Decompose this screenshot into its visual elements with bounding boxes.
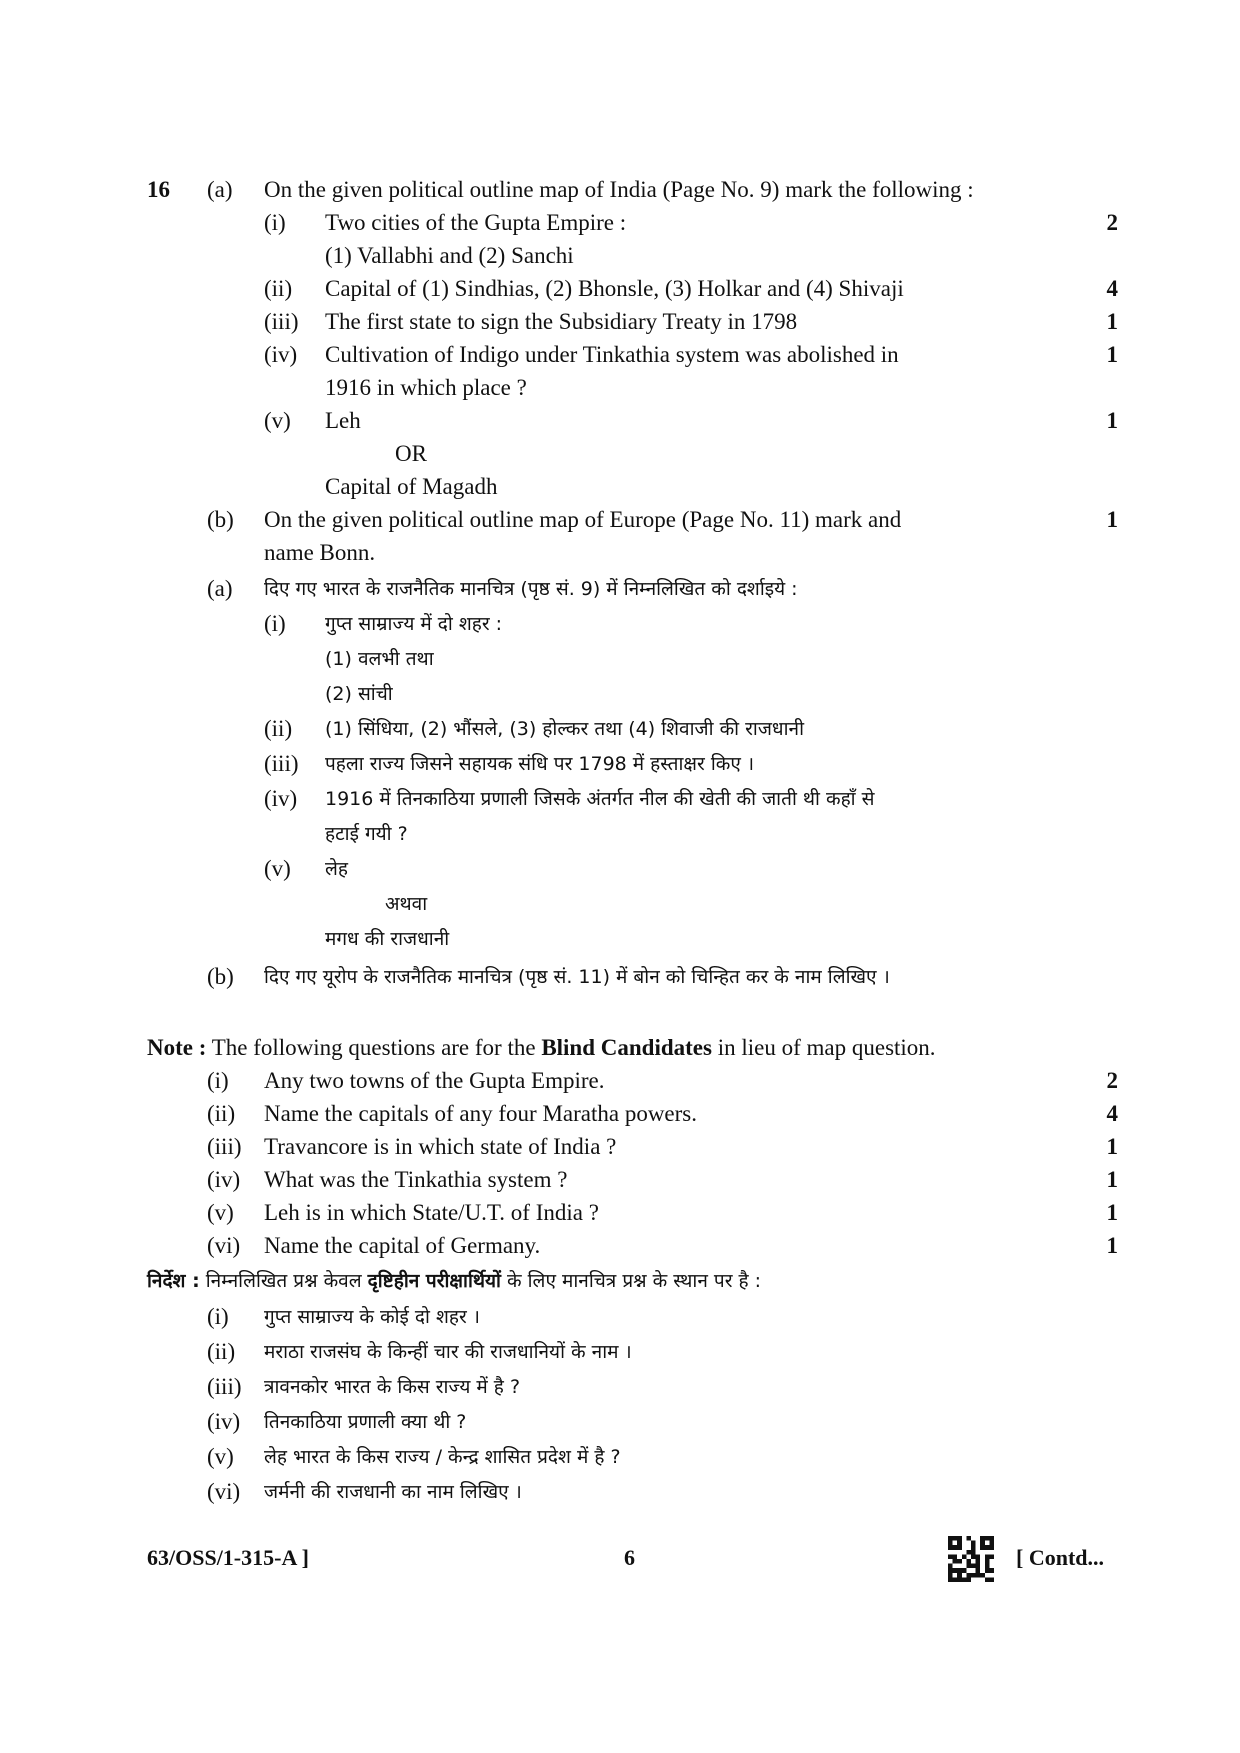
item-text-cont: 1916 in which place ? [325,375,527,400]
note-hi-line [147,1266,761,1296]
note-hi-item-number: (ii) [207,1339,236,1364]
item-text: गुप्त साम्राज्य में दो शहर : [325,613,503,635]
note-hi-text: निम्नलिखित प्रश्न केवल [199,1270,368,1292]
item-number: (iv) [264,342,298,367]
note-hi-item-text: मराठा राजसंघ के किन्हीं चार की राजधानियों के नाम । [264,1341,632,1363]
part-a-text: On the given political outline map of India (Page No. 9) mark the following : [264,177,974,202]
note-item-text: Name the capital of Germany. [264,1233,541,1258]
item-number: (ii) [264,276,293,301]
item-number: (i) [264,611,286,636]
item-number: (v) [264,856,291,881]
part-a-label: (a) [207,177,233,202]
marks: 1 [1106,1200,1118,1225]
note-hi-item-text: जर्मनी की राजधानी का नाम लिखिए । [264,1481,522,1503]
marks: 4 [1106,1101,1118,1126]
item-text: लेह [325,858,348,880]
note-item-text: Any two towns of the Gupta Empire. [264,1068,605,1093]
note-hi-item-number: (i) [207,1304,229,1329]
marks: 1 [1106,309,1118,334]
item-alt-text: Capital of Magadh [325,474,498,499]
part-b-text: On the given political outline map of Europe (Page No. 11) mark and [264,507,902,532]
item-number: (i) [264,210,286,235]
or-separator: OR [395,441,427,466]
item-text: Two cities of the Gupta Empire : [325,210,627,235]
note-text: in lieu of map question. [711,1035,936,1060]
note-line [147,1033,936,1063]
note-hi-item-text: त्रावनकोर भारत के किस राज्य में है ? [264,1376,521,1398]
part-a-hi-text: दिए गए भारत के राजनैतिक मानचित्र (पृष्ठ सं. 9) में निम्नलिखित को दर्शाइये : [264,578,798,600]
note-hi-text: के लिए मानचित्र प्रश्न के स्थान पर है : [500,1270,762,1292]
item-text-cont: (1) Vallabhi and (2) Sanchi [325,243,574,268]
part-b-text-cont: name Bonn. [264,540,376,565]
item-number: (iii) [264,309,299,334]
item-number: (iv) [264,786,298,811]
item-text: (1) सिंधिया, (2) भौंसले, (3) होल्कर तथा (4) शिवाजी की राजधानी [325,718,804,740]
item-number: (iii) [264,751,299,776]
marks: 4 [1106,276,1118,301]
marks: 1 [1106,1233,1118,1258]
part-b-label: (b) [207,507,234,532]
marks: 2 [1106,210,1118,235]
note-item-text: Name the capitals of any four Maratha powers. [264,1101,698,1126]
note-item-number: (vi) [207,1233,241,1258]
note-item-number: (iii) [207,1134,242,1159]
note-text: The following questions are for the [206,1035,542,1060]
note-hi-item-text: लेह भारत के किस राज्य / केन्द्र शासित प्रदेश में है ? [264,1446,621,1468]
or-separator: अथवा [385,893,428,915]
question-number: 16 [147,177,170,202]
note-hi-label: निर्देश : [147,1270,200,1292]
item-sub: (2) सांची [325,683,393,705]
note-hi-item-text: तिनकाठिया प्रणाली क्या थी ? [264,1411,467,1433]
note-item-number: (i) [207,1068,229,1093]
item-sub: (1) वलभी तथा [325,648,434,670]
note-item-number: (ii) [207,1101,236,1126]
part-a-hi-label: (a) [207,576,233,601]
note-hi-item-number: (vi) [207,1479,241,1504]
item-text: Leh [325,408,361,433]
note-hi-item-number: (v) [207,1444,234,1469]
marks: 1 [1106,1167,1118,1192]
note-bold: Blind Candidates [541,1035,712,1060]
marks: 2 [1106,1068,1118,1093]
item-number: (v) [264,408,291,433]
note-item-text: What was the Tinkathia system ? [264,1167,568,1192]
item-text: Capital of (1) Sindhias, (2) Bhonsle, (3) Holkar and (4) Shivaji [325,276,904,301]
item-text: पहला राज्य जिसने सहायक संधि पर 1798 में हस्ताक्षर किए । [325,753,755,775]
marks: 1 [1106,1134,1118,1159]
note-hi-item-number: (iv) [207,1409,241,1434]
note-label: Note : [147,1035,207,1060]
part-b-hi-label: (b) [207,964,234,989]
qr-code-icon [948,1536,994,1582]
note-item-number: (iv) [207,1167,241,1192]
marks: 1 [1106,342,1118,367]
item-text: 1916 में तिनकाठिया प्रणाली जिसके अंतर्गत नील की खेती की जाती थी कहाँ से [325,788,875,810]
note-item-text: Leh is in which State/U.T. of India ? [264,1200,599,1225]
item-text: The first state to sign the Subsidiary Treaty in 1798 [325,309,798,334]
note-item-number: (v) [207,1200,234,1225]
note-hi-item-text: गुप्त साम्राज्य के कोई दो शहर । [264,1306,480,1328]
continued-label: [ Contd... [1016,1545,1105,1570]
note-hi-bold: दृष्टिहीन परीक्षार्थियों [367,1270,501,1292]
marks: 1 [1106,507,1118,532]
paper-code: 63/OSS/1-315-A ] [147,1545,309,1570]
page-number: 6 [624,1545,635,1570]
note-hi-item-number: (iii) [207,1374,242,1399]
item-number: (ii) [264,716,293,741]
marks: 1 [1106,408,1118,433]
item-alt-text: मगध की राजधानी [325,928,450,950]
item-text: Cultivation of Indigo under Tinkathia system was abolished in [325,342,899,367]
part-b-hi-text: दिए गए यूरोप के राजनैतिक मानचित्र (पृष्ठ सं. 11) में बोन को चिन्हित कर के नाम लिखिए । [264,966,890,988]
note-item-text: Travancore is in which state of India ? [264,1134,617,1159]
item-text-cont: हटाई गयी ? [325,823,408,845]
